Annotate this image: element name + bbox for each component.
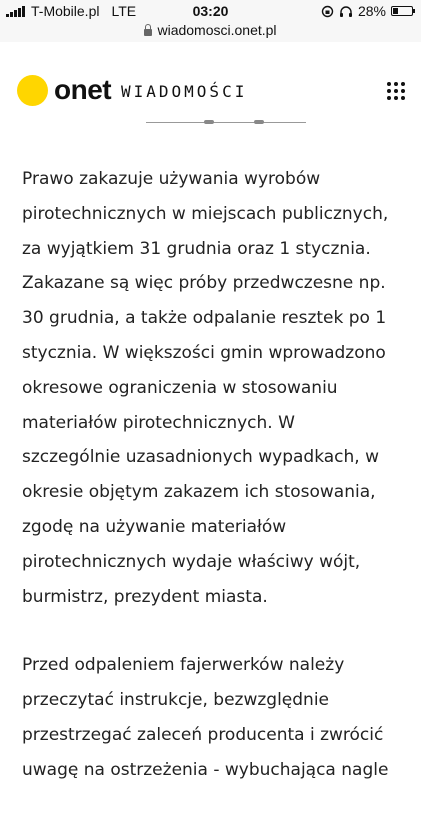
status-bar — [0, 0, 421, 22]
text-line: pirotechnicznych wydaje właściwy wójt, — [22, 551, 361, 572]
section-title[interactable]: WIADOMOŚCI — [121, 82, 248, 101]
url-bar[interactable] — [0, 22, 421, 42]
battery-icon — [391, 6, 413, 16]
text-line: okresie objętym zakazem ich stosowania, — [22, 482, 376, 503]
text-line: Zakazane są więc próby przedwczesne np. — [22, 273, 386, 294]
battery-fill — [393, 8, 398, 14]
text-line: stycznia. W większości gmin wprowadzono — [22, 342, 386, 363]
text-line: uwagę na ostrzeżenia - wybuchająca nagle — [22, 759, 389, 780]
text-line: pirotechnicznych w miejscach publicznych, — [22, 203, 389, 224]
status-time: 03:20 — [192, 3, 229, 19]
text-line: przestrzegać zaleceń producenta i zwrócić — [22, 724, 384, 745]
text-line: materiałów pirotechnicznych. W — [22, 412, 295, 433]
text-line: zgodę na używanie materiałów — [22, 516, 287, 537]
network-type: LTE — [111, 3, 137, 19]
url-text[interactable]: wiadomosci.onet.pl — [157, 22, 277, 38]
menu-grid-icon[interactable] — [387, 82, 405, 100]
article-paragraph — [22, 162, 400, 614]
text-line: okresowe ograniczenia w stosowaniu — [22, 377, 338, 398]
onet-logo-dot-icon[interactable] — [17, 75, 48, 106]
status-right — [321, 3, 413, 19]
embedded-content-edge — [146, 122, 306, 131]
rotation-lock-icon — [321, 5, 334, 18]
text-line: burmistrz, prezydent miasta. — [22, 586, 268, 607]
article-body — [22, 162, 400, 822]
carrier-name: T-Mobile.pl — [31, 3, 100, 19]
site-header — [0, 42, 421, 132]
text-line: Przed odpaleniem fajerwerków należy — [22, 655, 345, 676]
text-line: przeczytać instrukcje, bezwzględnie — [22, 690, 330, 711]
text-line: szczególnie uzasadnionych wypadkach, w — [22, 447, 379, 468]
battery-percent: 28% — [357, 3, 386, 19]
lock-icon — [144, 29, 152, 36]
onet-logo[interactable]: onet — [54, 74, 112, 105]
text-line: Prawo zakazuje używania wyrobów — [22, 169, 321, 189]
article-paragraph — [22, 648, 400, 787]
headphones-icon — [339, 5, 353, 18]
text-line: 30 grudnia, a także odpalanie resztek po 1 — [22, 308, 387, 329]
text-line: za wyjątkiem 31 grudnia oraz 1 stycznia. — [22, 238, 371, 259]
